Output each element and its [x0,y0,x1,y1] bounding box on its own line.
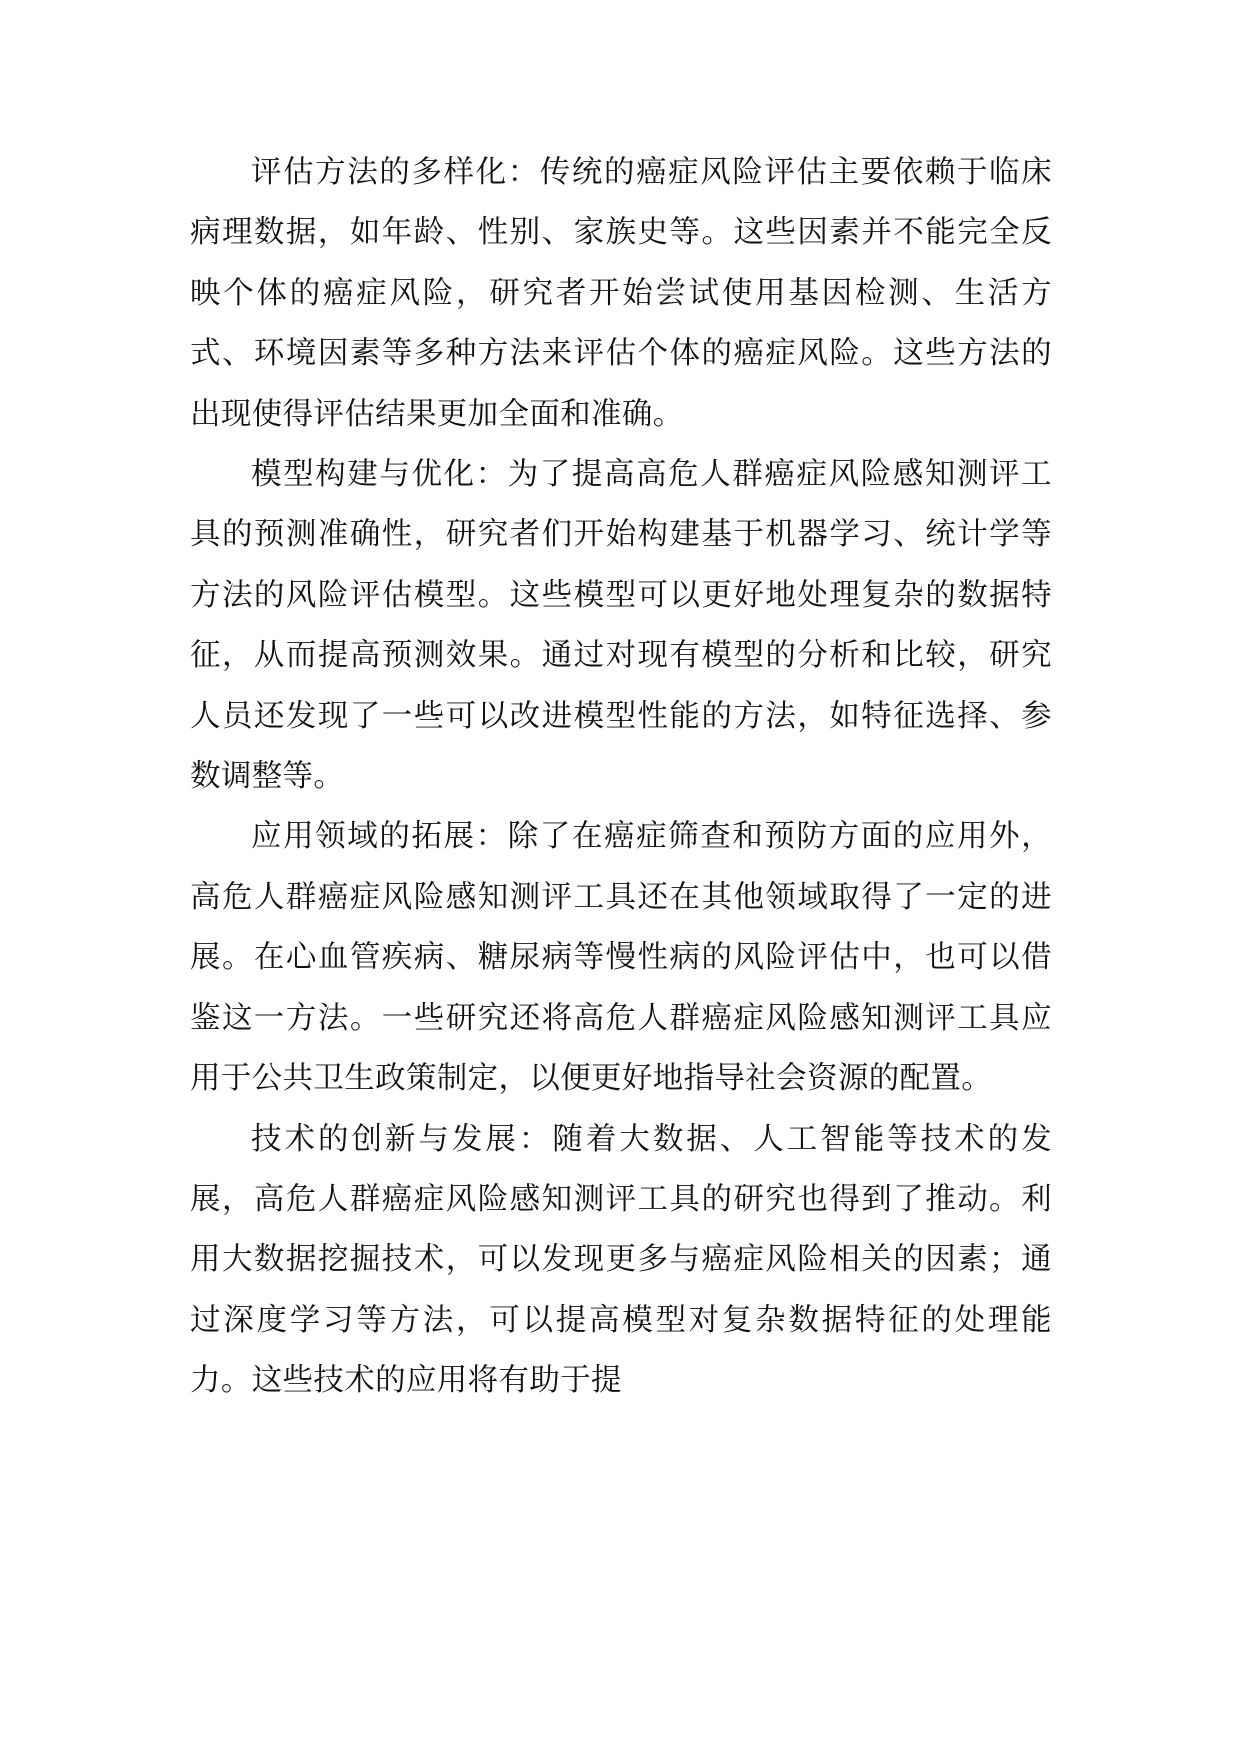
document-body [190,143,1052,1412]
paragraph-model-building: 模型构建与优化：为了提高高危人群癌症风险感知测评工具的预测准确性，研究者们开始构建基于机器学习、统计学等方法的风险评估模型。这些模型可以更好地处理复杂的数据特征，从而提高预测效果。通过对现有模型的分析和比较，研究人员还发现了一些可以改进模型性能的方法，如特征选择、参数调整等。 [190,457,1052,795]
paragraph-assessment-methods: 评估方法的多样化：传统的癌症风险评估主要依赖于临床病理数据，如年龄、性别、家族史等。这些因素并不能完全反映个体的癌症风险，研究者开始尝试使用基因检测、生活方式、环境因素等多种方法来评估个体的癌症风险。这些方法的出现使得评估结果更加全面和准确。 [190,155,1052,432]
paragraph-application-areas: 应用领域的拓展：除了在癌症筛查和预防方面的应用外，高危人群癌症风险感知测评工具还在其他领域取得了一定的进展。在心血管疾病、糖尿病等慢性病的风险评估中，也可以借鉴这一方法。一些研究还将高危人群癌症风险感知测评工具应用于公共卫生政策制定，以便更好地指导社会资源的配置。 [190,819,1052,1097]
paragraph-technology-innovation: 技术的创新与发展：随着大数据、人工智能等技术的发展，高危人群癌症风险感知测评工具的研究也得到了推动。利用大数据挖掘技术，可以发现更多与癌症风险相关的因素；通过深度学习等方法，可以提高模型对复杂数据特征的处理能力。这些技术的应用将有助于提 [190,1121,1052,1399]
